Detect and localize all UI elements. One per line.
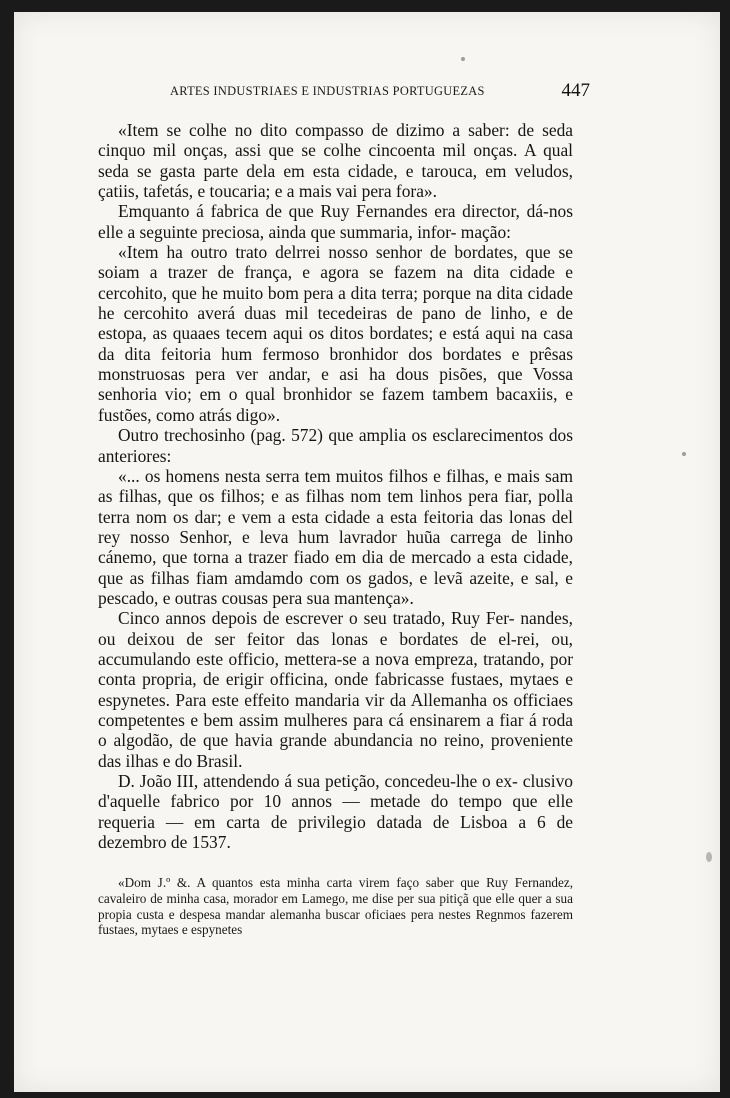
ink-speck bbox=[706, 852, 712, 862]
text-line: ou, accumulando este officio, mettera-se a nova empreza, bbox=[98, 628, 573, 669]
text-line: para cá ensinarem a fiar á roda o algodão, de que havia grande bbox=[98, 709, 573, 751]
paragraph-quote-bordates bbox=[98, 242, 573, 425]
text-line: mais sam as filhas, que os filhos; e as filhas nom tem linhos bbox=[98, 465, 573, 507]
paragraph-fabrica bbox=[98, 201, 573, 242]
text-line: com os gados, e levã azeite, e sal, e pescado, e outras cousas bbox=[98, 567, 573, 608]
text-line: feitoria das lonas del rey nosso Senhor, e leva hum lavrador bbox=[98, 506, 574, 547]
text-line: Outro trechosinho (pag. 572) que amplia os esclarecimentos bbox=[118, 425, 544, 446]
paragraph-quote-seda bbox=[98, 120, 573, 201]
footnote-paragraph bbox=[98, 875, 573, 938]
text-line: fustaes, mytaes e espynetes. Para este effeito mandaria vir bbox=[98, 669, 573, 710]
text-line: a 6 de dezembro de 1537. bbox=[98, 811, 573, 853]
text-line: clusivo d'aquelle fabrico por 10 annos — metade do tempo bbox=[98, 771, 573, 812]
running-header-title: ARTES INDUSTRIAES E INDUSTRIAS PORTUGUEZAS bbox=[170, 84, 485, 98]
paragraph-quote-homens bbox=[98, 466, 573, 608]
text-line: A qual seda se gasta parte dela em esta cidade, e tarouca, bbox=[98, 140, 574, 181]
footnote bbox=[98, 875, 573, 938]
ink-speck bbox=[461, 57, 465, 61]
paragraph-trechosinho bbox=[98, 425, 573, 466]
text-line: dos anteriores: bbox=[98, 425, 573, 466]
text-line: seda cinquo mil onças, assi que se colhe cincoenta mil onças. bbox=[98, 120, 573, 161]
text-line: bordates; e está aqui na casa da dita feitoria hum fermoso bbox=[98, 323, 573, 364]
text-line: tratando, por conta propria, de erigir officina, onde fabricasse bbox=[98, 648, 573, 690]
text-line: e asi ha dous pisões, que Vossa senhoria vio; em o qual bbox=[98, 364, 573, 405]
text-line: «Item se colhe no dito compasso de dizimo a saber: de bbox=[118, 120, 535, 140]
text-line: digo». bbox=[236, 404, 281, 425]
text-line: em veludos, çatiis, tafetás, e toucaria; e a mais vai pera bbox=[98, 160, 573, 202]
text-line: dia de mercado a esta cidade, que as filhas fiam amdamdo bbox=[98, 547, 573, 588]
text-line: que elle requeria — em carta de privilegio datada de Lisboa bbox=[98, 791, 573, 832]
text-line: abundancia no reino, proveniente das ilhas e do Brasil. bbox=[98, 730, 573, 771]
text-line: que se soiam a trazer de frança, e agora se fazem na dita bbox=[98, 242, 573, 283]
text-line: bronhidor se fazem tambem bacaxiis, e fustões, como atrás bbox=[98, 384, 573, 425]
text-line: porque na dita cidade he cercohito averá duas mil tecedeiras bbox=[98, 282, 573, 324]
text-line: bronhidor dos bordates e prêsas monstruosas pera ver andar, bbox=[98, 343, 573, 385]
running-header bbox=[170, 80, 590, 110]
footnote-line: buscar oficiaes pera nestes Regnmos fazerem fustaes, mytaes e espynetes bbox=[98, 906, 573, 938]
ink-speck bbox=[682, 452, 686, 456]
text-line: «Item ha outro trato delrrei nosso senhor de bordates, bbox=[118, 242, 518, 263]
text-line: nandes, ou deixou de ser feitor das lonas e bordates de el-rei, bbox=[98, 608, 573, 649]
text-line: de pano de linho, e de estopa, as quaaes tecem aqui os ditos bbox=[98, 303, 573, 344]
paragraph-cinco-annos bbox=[98, 608, 573, 771]
text-line: fora». bbox=[395, 181, 437, 202]
text-line: pera fiar, polla terra nom os dar; e vem a esta cidade a esta bbox=[98, 486, 573, 527]
text-line: «... os homens nesta serra tem muitos filhos e filhas, e bbox=[118, 465, 502, 486]
text-line: pera sua mantença». bbox=[272, 587, 414, 608]
page-number: 447 bbox=[561, 80, 590, 101]
text-line: mação: bbox=[460, 221, 512, 242]
paragraph-joao-iii bbox=[98, 771, 573, 852]
body-text bbox=[98, 120, 573, 852]
text-line: Emquanto á fabrica de que Ruy Fernandes era director, bbox=[118, 201, 520, 222]
text-line: cidade e cercohito, que he muito bom pera a dita terra; bbox=[98, 262, 573, 303]
text-line: Cinco annos depois de escrever o seu tratado, Ruy Fer- bbox=[118, 608, 515, 629]
text-line: da Allemanha os officiaes competentes e bem assim mulheres bbox=[98, 689, 574, 730]
footnote-line: «Dom J.º &. A quantos esta minha carta virem faço saber que Ruy bbox=[118, 875, 509, 890]
footnote-line: sua pitiçã que elle quer a sua propia custa e despesa mandar alemanha bbox=[98, 890, 574, 922]
text-line: D. João III, attendendo á sua petição, concedeu-lhe o ex- bbox=[118, 771, 518, 791]
text-line: dá-nos elle a seguinte preciosa, ainda que summaria, infor- bbox=[98, 201, 573, 242]
text-line: huũa carrega de linho cánemo, que torna a trazer fiado em bbox=[98, 526, 573, 568]
footnote-line: Fernandez, cavaleiro de minha casa, morador em Lamego, me dise per bbox=[98, 875, 574, 906]
